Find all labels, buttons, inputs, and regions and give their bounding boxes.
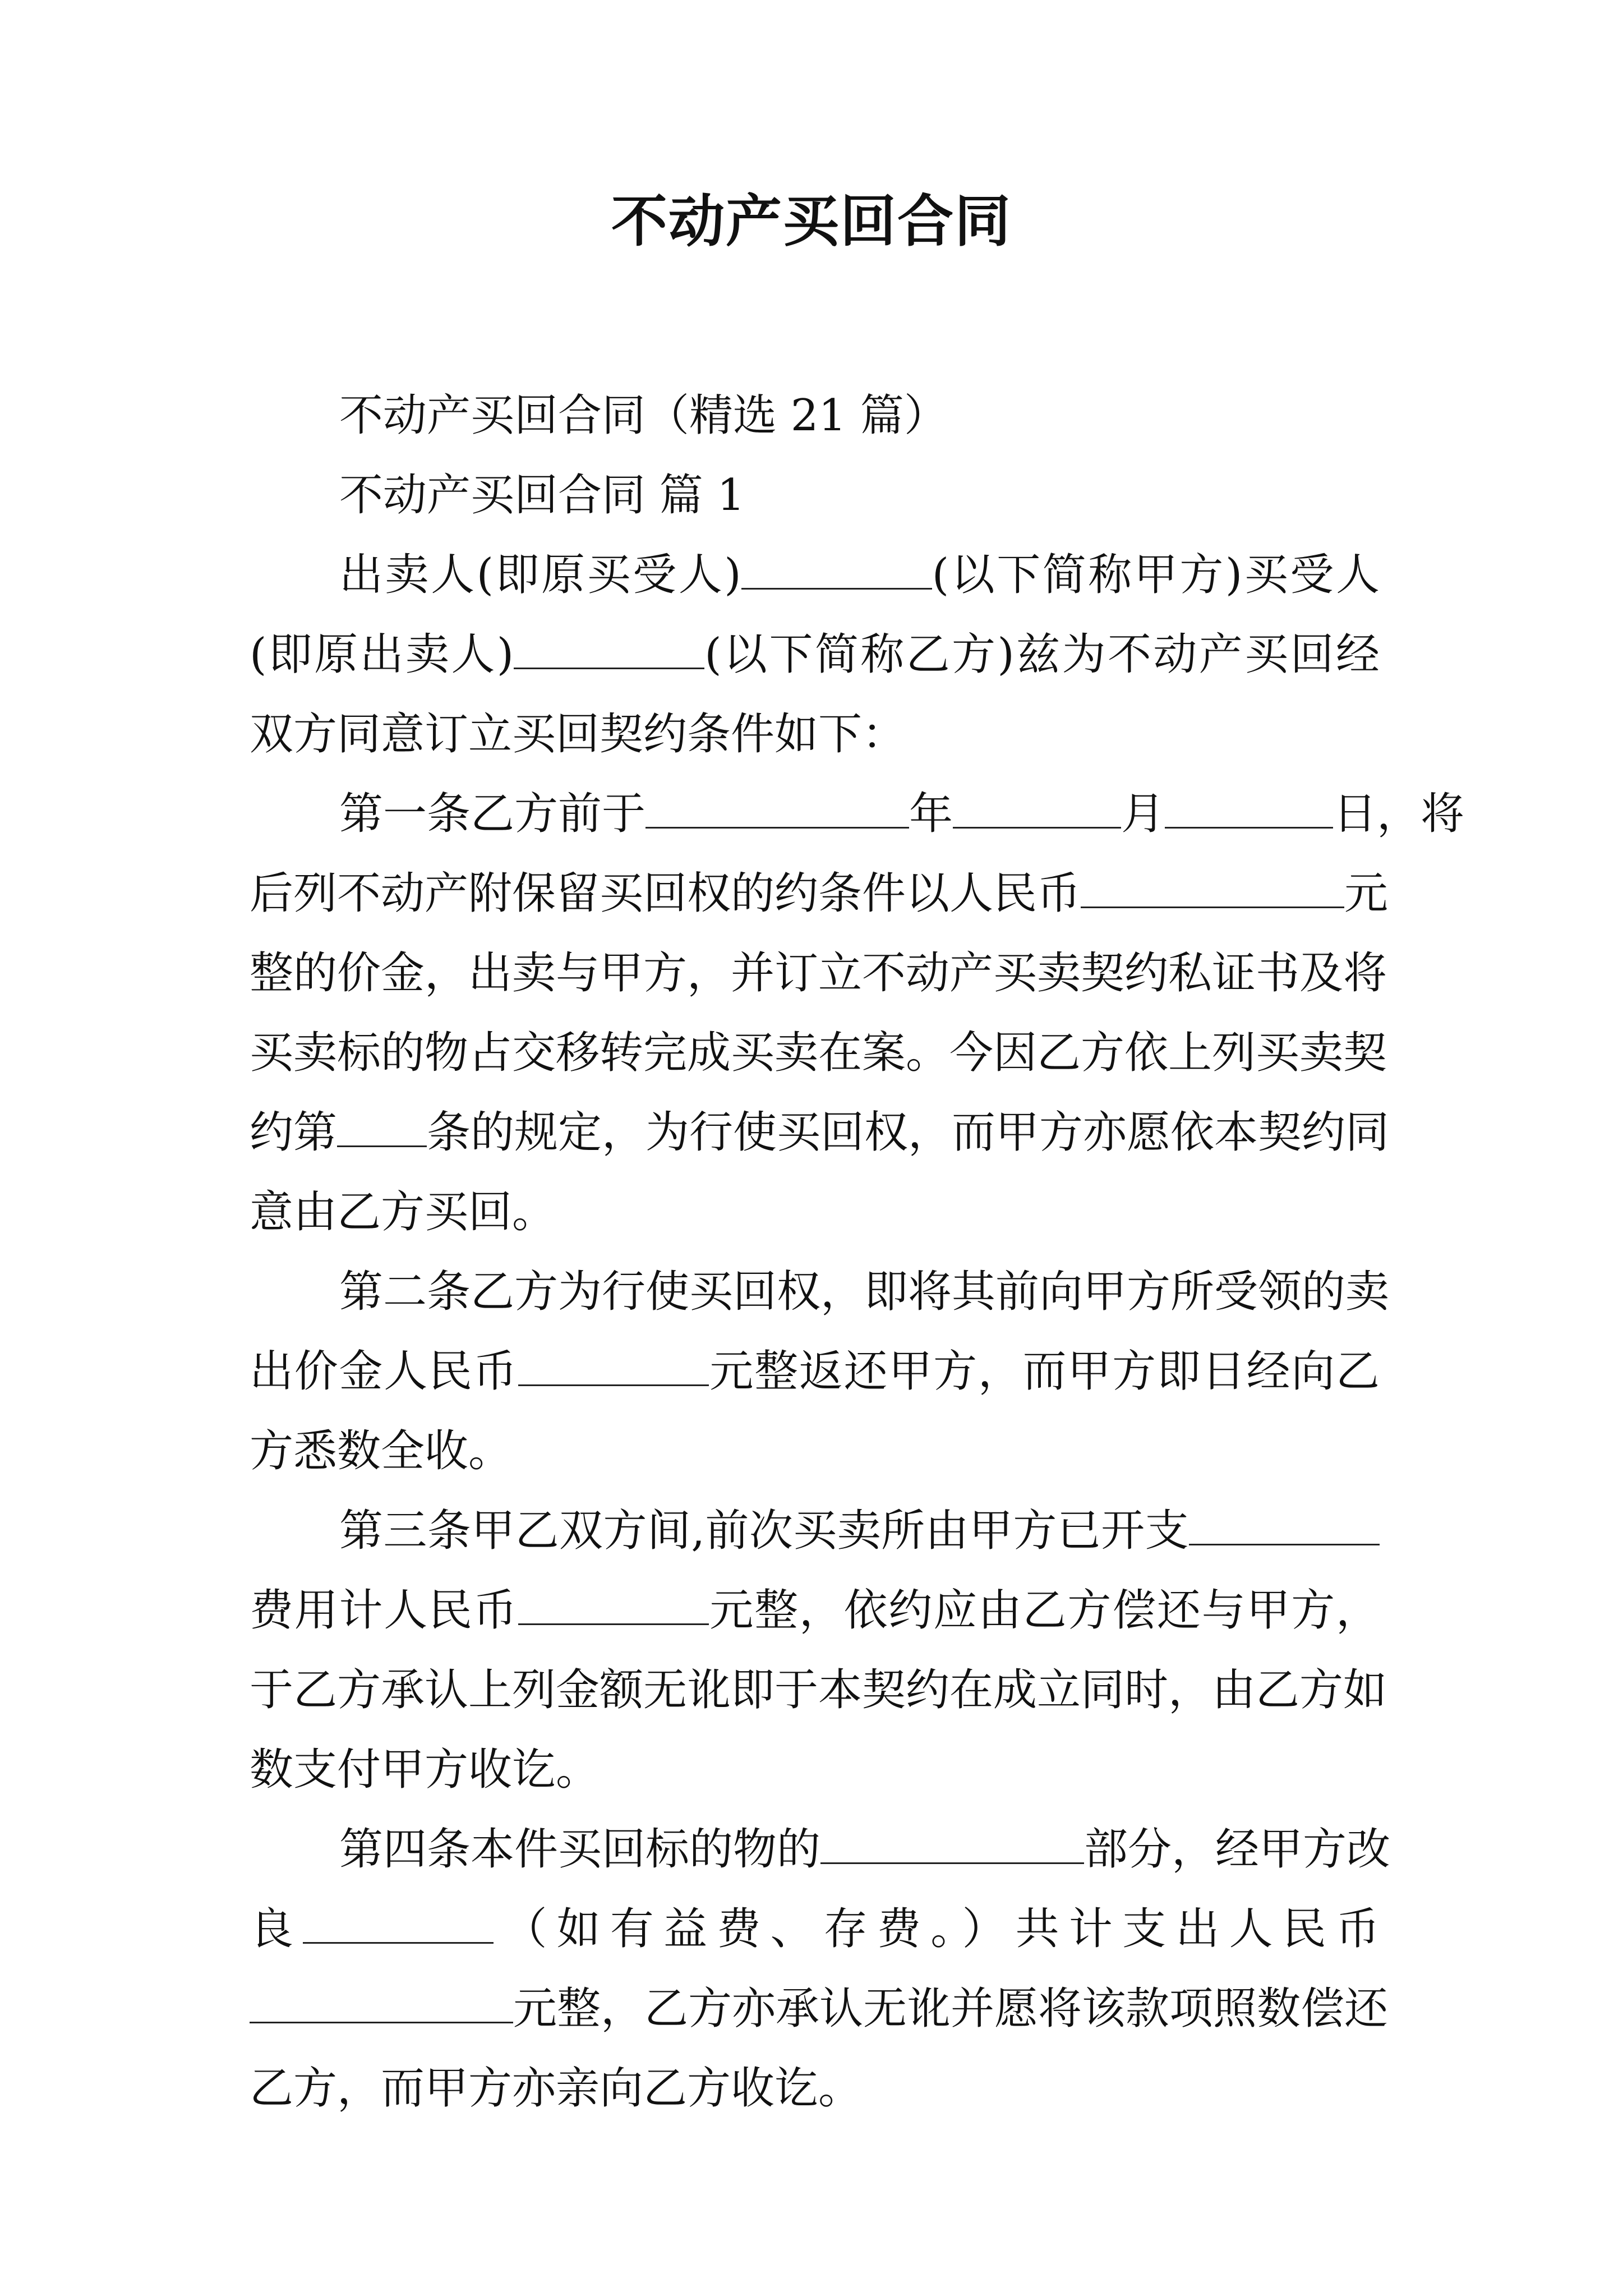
paragraph-line	[250, 1730, 1380, 1810]
paragraph-line	[250, 774, 1465, 854]
paragraph-line	[250, 933, 1387, 1013]
fill-in-blank	[337, 1105, 427, 1147]
paragraph-line	[250, 615, 1380, 694]
paragraph-line	[250, 455, 1380, 535]
paragraph-line	[250, 376, 1380, 455]
fill-in-blank	[1165, 786, 1333, 829]
text-run: 第三条甲乙双方间,前次买卖所由甲方已开支	[339, 1506, 1189, 1556]
text-run: 买卖标的物占交移转完成买卖在案。今因乙方依上列买卖契	[250, 1028, 1387, 1078]
paragraph-line	[250, 1650, 1387, 1730]
text-run: 不动产买回合同 篇 1	[339, 470, 745, 521]
text-run: （如有益费、存费。）共计支出人民币	[494, 1904, 1380, 1954]
text-run: 费用计人民币	[250, 1585, 518, 1636]
text-run: 第四条本件买回标的物的	[339, 1824, 821, 1875]
text-run: 元整，乙方亦承认无讹并愿将该款项照数偿还	[513, 1984, 1389, 2034]
text-run: 条的规定，为行使买回权，而甲方亦愿依本契约同	[427, 1107, 1390, 1158]
fill-in-blank	[741, 547, 932, 590]
document-body	[250, 376, 1465, 2128]
text-run: 出价金人民币	[250, 1346, 518, 1397]
text-run: 月	[1121, 789, 1165, 839]
text-run: 元整，依约应由乙方偿还与甲方，	[708, 1585, 1380, 1636]
paragraph-line	[250, 2049, 1380, 2128]
text-run: 于乙方承认上列金额无讹即于本契约在成立同时，由乙方如	[250, 1665, 1387, 1715]
text-run: 年	[909, 789, 953, 839]
fill-in-blank	[1081, 866, 1344, 908]
text-run: (以下简称乙方)兹为不动产买回经	[704, 629, 1380, 680]
paragraph-line	[250, 1332, 1380, 1411]
paragraph-line	[250, 854, 1389, 933]
fill-in-blank	[518, 1344, 709, 1386]
fill-in-blank	[645, 786, 909, 829]
text-run: 双方同意订立买回契约条件如下：	[250, 709, 906, 760]
paragraph-line	[250, 1810, 1391, 1889]
fill-in-blank	[820, 1822, 1084, 1864]
paragraph-line	[250, 1969, 1389, 2049]
fill-in-blank	[1189, 1503, 1380, 1545]
text-run: 意由乙方买回。	[250, 1187, 556, 1237]
paragraph-line	[250, 1411, 1380, 1491]
text-run: 元整返还甲方，而甲方即日经向乙	[708, 1346, 1380, 1397]
text-run: 后列不动产附保留买回权的约条件以人民币	[250, 868, 1081, 919]
text-run: 方悉数全收。	[250, 1426, 513, 1476]
text-run: 第二条乙方为行使买回权，即将其前向甲方所受领的卖	[339, 1267, 1390, 1317]
paragraph-line	[250, 1172, 1380, 1252]
fill-in-blank	[514, 627, 704, 669]
text-run: 整的价金，出卖与甲方，并订立不动产买卖契约私证书及将	[250, 948, 1387, 999]
paragraph-line	[250, 1093, 1390, 1172]
text-run: 数支付甲方收讫。	[250, 1745, 600, 1795]
text-run: (以下简称甲方)买受人	[932, 550, 1380, 600]
text-run: 部分，经甲方改	[1084, 1824, 1391, 1875]
fill-in-blank	[250, 1981, 513, 2023]
text-run: 约第	[250, 1107, 338, 1158]
fill-in-blank	[518, 1583, 709, 1625]
text-run: 乙方，而甲方亦亲向乙方收讫。	[250, 2063, 863, 2114]
paragraph-line	[250, 1491, 1380, 1571]
text-run: 出卖人(即原买受人)	[339, 550, 741, 600]
text-run: 元	[1344, 868, 1389, 919]
fill-in-blank	[953, 786, 1121, 829]
text-run: 不动产买回合同（精选 21 篇）	[339, 390, 948, 441]
paragraph-line	[250, 1889, 1380, 1969]
paragraph-line	[250, 1013, 1387, 1093]
text-run: 第一条乙方前于	[339, 789, 646, 839]
text-run: 日，将	[1333, 789, 1465, 839]
paragraph-line	[250, 694, 1380, 774]
text-run: 良	[250, 1904, 303, 1954]
document-title: 不动产买回合同	[611, 188, 1012, 254]
fill-in-blank	[303, 1902, 494, 1944]
text-run: (即原出卖人)	[250, 629, 514, 680]
paragraph-line	[250, 535, 1380, 615]
paragraph-line	[250, 1571, 1380, 1650]
paragraph-line	[250, 1252, 1390, 1332]
